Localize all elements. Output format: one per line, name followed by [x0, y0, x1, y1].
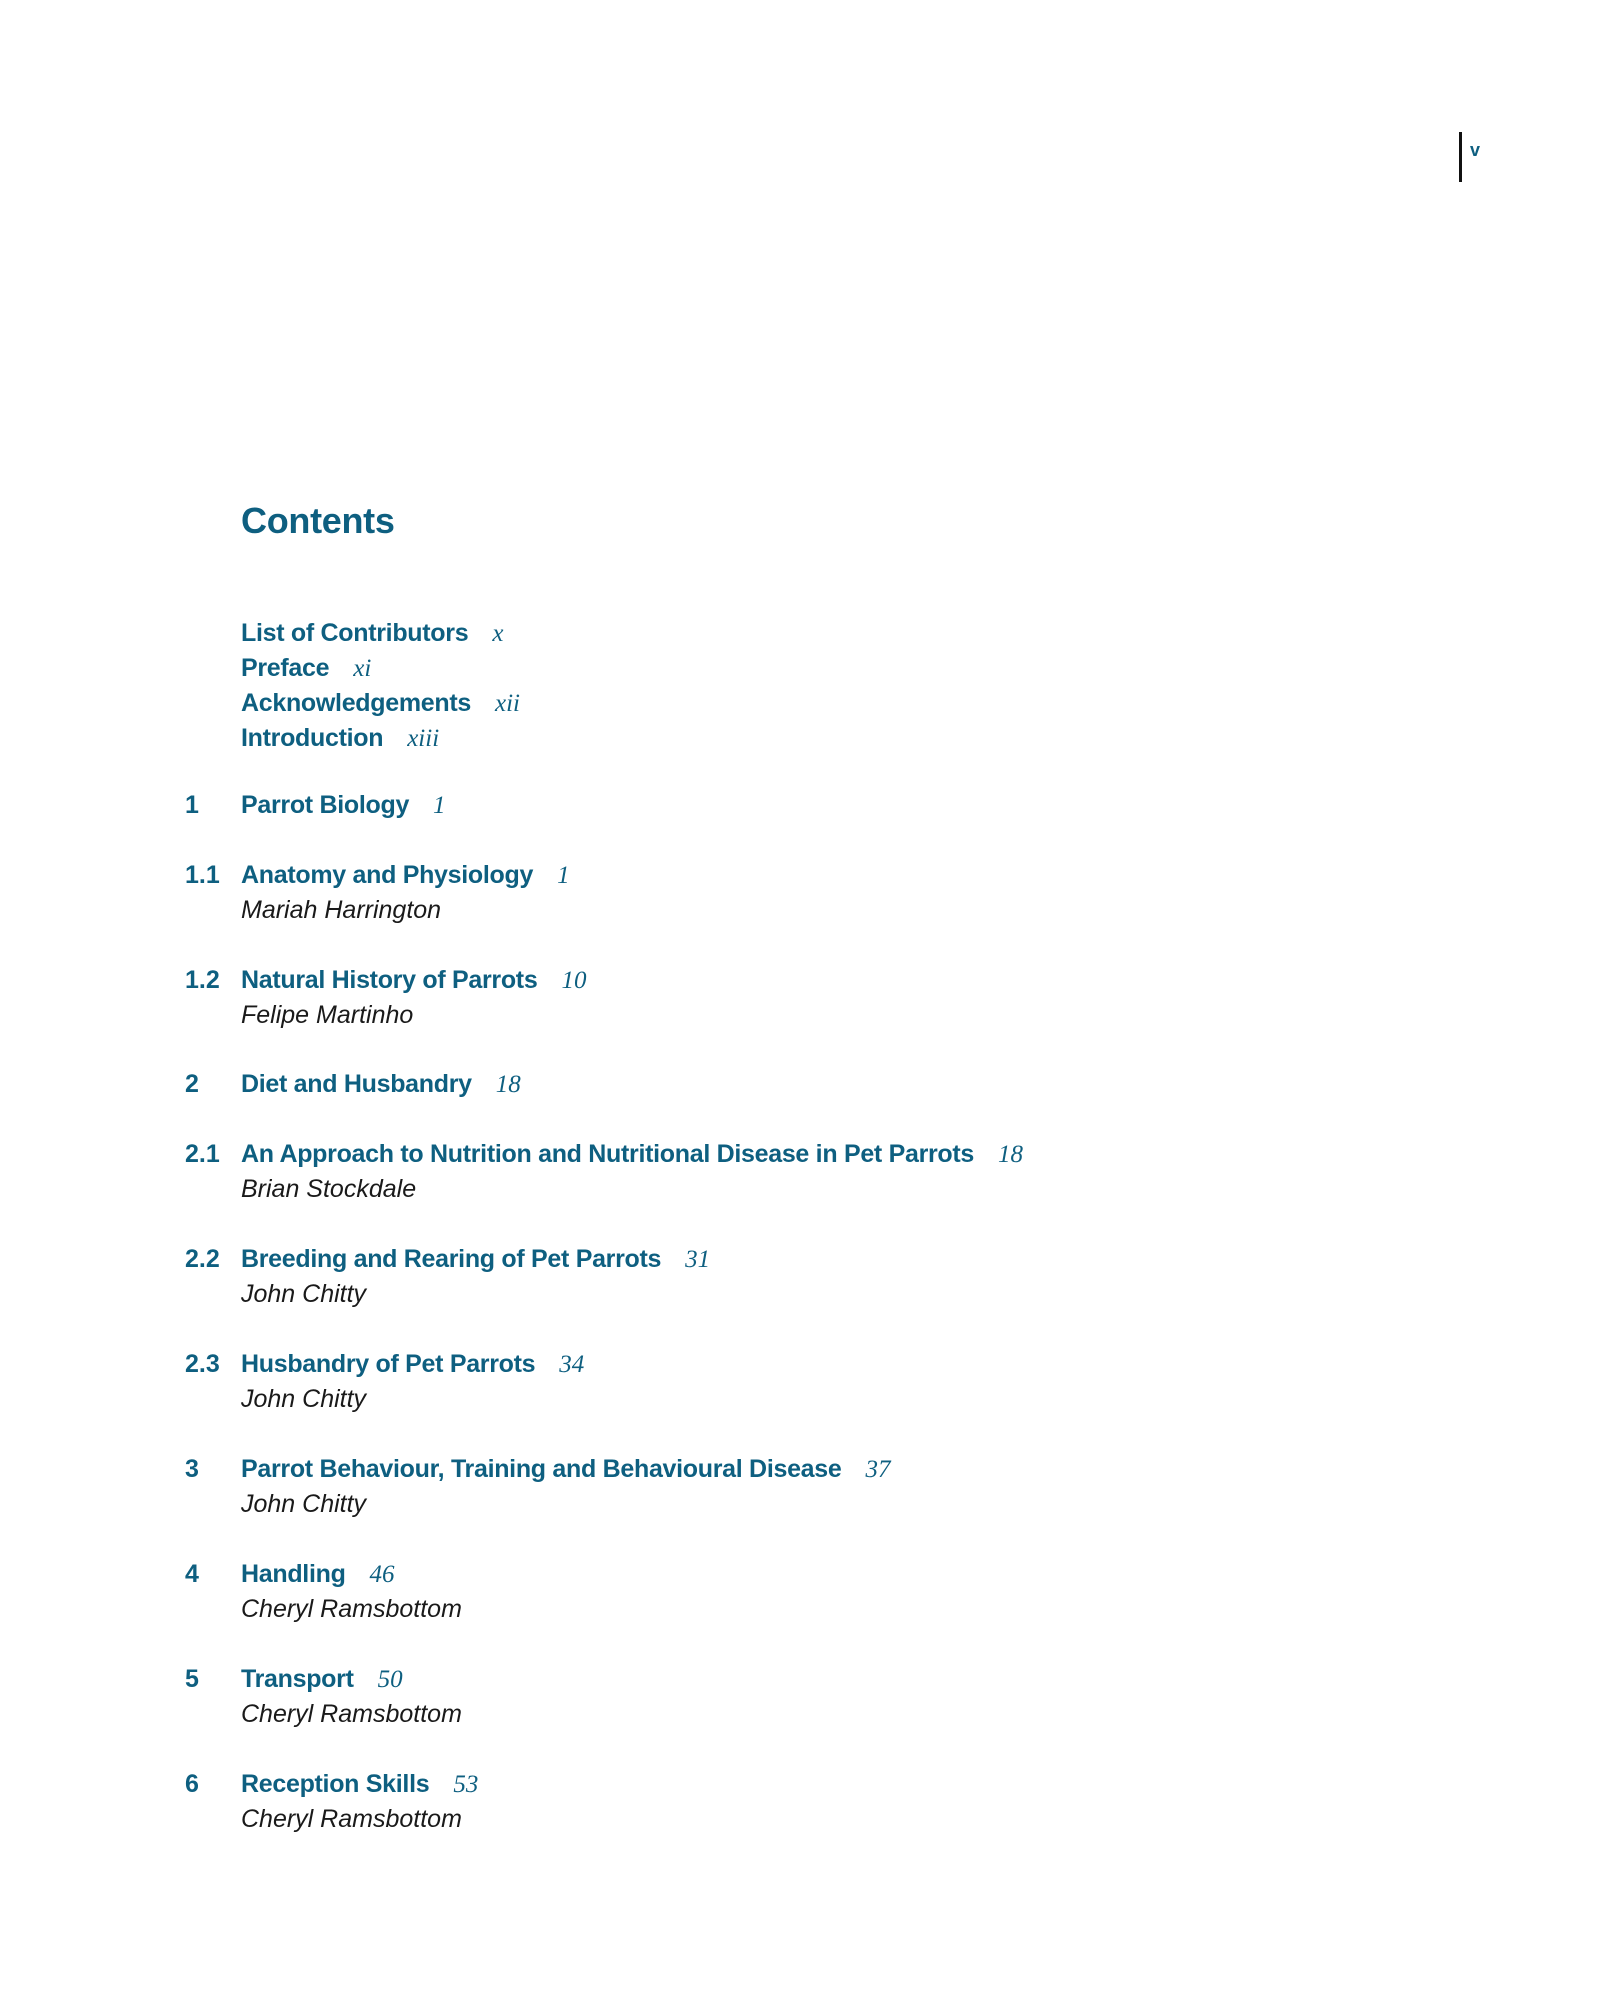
- toc-entry-page: 18: [998, 1141, 1024, 1168]
- toc-section-2-1: [0, 1137, 1599, 1207]
- toc-entry-page: 1: [433, 792, 446, 819]
- toc-entry-page: 46: [369, 1561, 395, 1588]
- toc-entry-author: Mariah Harrington: [241, 896, 442, 924]
- toc-entry-title: Reception Skills: [241, 1770, 430, 1798]
- toc-entry-introduction[interactable]: [241, 721, 520, 756]
- toc-entry-page: 10: [561, 967, 587, 994]
- toc-entry-title: Breeding and Rearing of Pet Parrots: [241, 1245, 662, 1273]
- toc-entry-line[interactable]: [0, 1242, 1599, 1277]
- toc-entry-line[interactable]: [0, 858, 1599, 893]
- toc-entry-line[interactable]: [0, 1767, 1599, 1802]
- toc-entry-title: Acknowledgements: [241, 689, 471, 717]
- front-matter-list: [241, 616, 520, 756]
- toc-entry-author: John Chitty: [241, 1280, 367, 1308]
- toc-entry-title: List of Contributors: [241, 619, 469, 647]
- page-number-rule: [1459, 132, 1462, 182]
- toc-entry-number: 6: [185, 1770, 199, 1798]
- toc-entry-list-of-contributors[interactable]: [241, 616, 520, 651]
- toc-entry-number: 3: [185, 1455, 199, 1483]
- toc-entry-page: 31: [685, 1246, 711, 1273]
- toc-chapter-2: [0, 1067, 1599, 1102]
- toc-chapter-3: [0, 1452, 1599, 1522]
- toc-entry-title: Diet and Husbandry: [241, 1070, 472, 1098]
- toc-chapter-6: [0, 1767, 1599, 1837]
- toc-entry-line[interactable]: [0, 1452, 1599, 1487]
- toc-entry-line[interactable]: [0, 1137, 1599, 1172]
- toc-entry-page: 50: [377, 1666, 403, 1693]
- toc-entry-author: John Chitty: [241, 1490, 367, 1518]
- toc-entry-number: 5: [185, 1665, 199, 1693]
- toc-section-1-1: [0, 858, 1599, 928]
- toc-entry-number: 1.1: [185, 861, 220, 889]
- toc-entry-acknowledgements[interactable]: [241, 686, 520, 721]
- toc-entry-title: Natural History of Parrots: [241, 966, 538, 994]
- toc-entry-page: xiii: [407, 725, 440, 752]
- toc-entry-title: Husbandry of Pet Parrots: [241, 1350, 536, 1378]
- toc-entry-title: Transport: [241, 1665, 354, 1693]
- toc-entry-line[interactable]: [0, 1557, 1599, 1592]
- toc-entry-page: 37: [865, 1456, 891, 1483]
- toc-entry-line[interactable]: [0, 788, 1599, 823]
- toc-entry-author: Cheryl Ramsbottom: [241, 1700, 462, 1728]
- toc-entry-title: Anatomy and Physiology: [241, 861, 534, 889]
- toc-entry-title: Handling: [241, 1560, 346, 1588]
- toc-entry-page: 34: [559, 1351, 585, 1378]
- toc-entry-title: Parrot Biology: [241, 791, 410, 819]
- toc-entry-title: Preface: [241, 654, 330, 682]
- toc-entry-number: 2.2: [185, 1245, 220, 1273]
- toc-entry-page: 18: [495, 1071, 521, 1098]
- page-number: v: [1470, 140, 1481, 160]
- toc-entry-author: Brian Stockdale: [241, 1175, 417, 1203]
- toc-entry-number: 1: [185, 791, 199, 819]
- toc-section-2-2: [0, 1242, 1599, 1312]
- toc-entry-title: Parrot Behaviour, Training and Behavioural Disease: [241, 1455, 842, 1483]
- toc-entry-author: Cheryl Ramsbottom: [241, 1595, 462, 1623]
- toc-chapter-1: [0, 788, 1599, 823]
- toc-entry-line[interactable]: [0, 963, 1599, 998]
- toc-section-1-2: [0, 963, 1599, 1033]
- toc-entry-title: Introduction: [241, 724, 384, 752]
- toc-entry-page: x: [492, 620, 504, 647]
- toc-entry-author: John Chitty: [241, 1385, 367, 1413]
- page-title: Contents: [241, 500, 395, 541]
- toc-section-2-3: [0, 1347, 1599, 1417]
- toc-entry-number: 2.1: [185, 1140, 220, 1168]
- toc-entry-number: 4: [185, 1560, 199, 1588]
- toc-entry-preface[interactable]: [241, 651, 520, 686]
- toc-chapter-5: [0, 1662, 1599, 1732]
- toc-entry-number: 2.3: [185, 1350, 220, 1378]
- toc-entry-line[interactable]: [0, 1662, 1599, 1697]
- toc-entry-page: 1: [557, 862, 570, 889]
- toc-entry-page: xi: [353, 655, 372, 682]
- toc-entry-number: 1.2: [185, 966, 220, 994]
- toc-entry-author: Felipe Martinho: [241, 1001, 414, 1029]
- toc-entry-author: Cheryl Ramsbottom: [241, 1805, 462, 1833]
- toc-entry-page: 53: [453, 1771, 479, 1798]
- toc-chapter-4: [0, 1557, 1599, 1627]
- toc-entry-line[interactable]: [0, 1067, 1599, 1102]
- toc-entry-title: An Approach to Nutrition and Nutritional Disease in Pet Parrots: [241, 1140, 975, 1168]
- toc-entry-line[interactable]: [0, 1347, 1599, 1382]
- toc-entry-number: 2: [185, 1070, 199, 1098]
- toc-entry-page: xii: [494, 690, 520, 717]
